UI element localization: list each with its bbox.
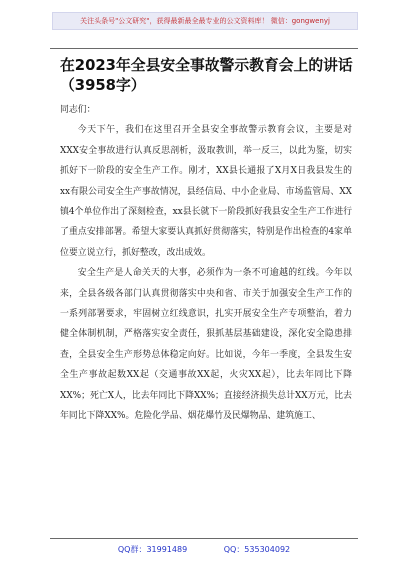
qq-number: QQ：535304092: [223, 545, 291, 554]
promo-banner: [52, 12, 358, 30]
salutation: 同志们：: [60, 105, 96, 115]
promo-banner-text: 关注头条号"公文研究"，获得最新最全最专业的公文资料库！ 微信：gongwenyj: [80, 17, 330, 25]
document-body: [60, 100, 352, 427]
document-title: 在2023年全县安全事故警示教育会上的讲话（3958字）: [60, 57, 353, 94]
footer-contact: [0, 542, 408, 558]
body-paragraph: 安全生产是人命关天的大事，必须作为一条不可逾越的红线。今年以来，全县各级各部门认真贯彻落实中央和省、市关于加强安全生产工作的一系列部署要求，牢固树立红线意识，扎实开展安全生产专项整治，着力健全体制机制，严格落实安全责任，狠抓基层基础建设，深化安全隐患排查，全县安全生产形势总体稳定向好。比如说，今年一季度，全县发生安全生产事故起数XX起（交通事故XX起，火灾XX起），比去年同比下降XX%；死亡X人，比去年同比下降XX%；直接经济损失总计XX万元，比去年同比下降XX%。危险化学品、烟花爆竹及民爆物品、建筑施工、: [60, 268, 352, 422]
qq-group-number: QQ群：31991489: [117, 545, 188, 554]
header-rule: [50, 48, 358, 49]
footer-rule: [50, 538, 358, 539]
body-paragraph: 今天下午，我们在这里召开全县安全事故警示教育会议，主要是对XXX安全事故进行认真反思剖析，汲取教训，举一反三，以此为鉴，切实抓好下一阶段的安全生产工作。刚才，XX县长通报了X月X日我县发生的xx有限公司安全生产事故情况，县经信局、中小企业局、市场监管局、XX镇4个单位作出了深刻检查，xx县长就下一阶段抓好我县安全生产工作进行了重点安排部署。希望大家要认真抓好贯彻落实，特别是作出检查的4家单位要立说立行，抓好整改，改出成效。: [60, 125, 352, 258]
